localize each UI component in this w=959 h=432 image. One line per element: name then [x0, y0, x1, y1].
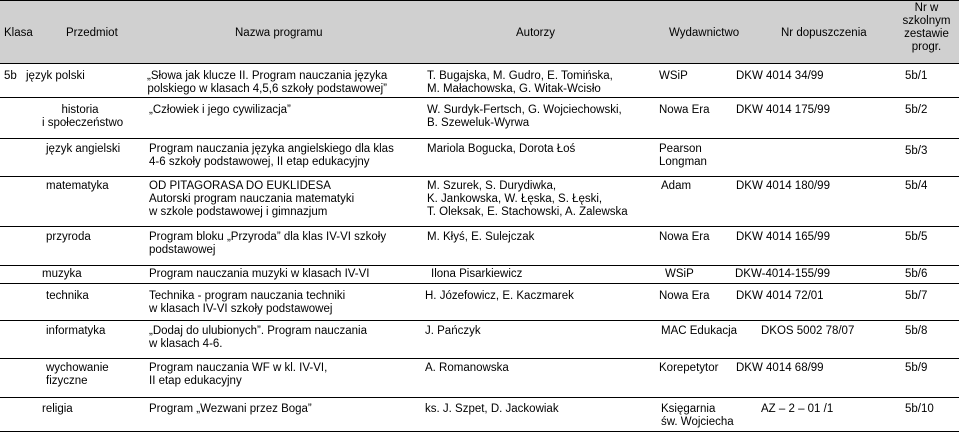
- cell-program: [149, 143, 394, 169]
- cell-wydawnictwo-line: Nowa Era: [659, 290, 710, 302]
- header-nr-w-line: szkolnym: [902, 15, 951, 27]
- cell-nr-w-zestawie: 5b/10: [905, 403, 934, 415]
- cell-autorzy: [425, 325, 481, 338]
- cell-przedmiot: [46, 180, 109, 193]
- cell-przedmiot: [42, 403, 73, 416]
- cell-nr-w-zestawie: 5b/5: [905, 231, 928, 243]
- cell-nr-w-zestawie: 5b/4: [905, 180, 928, 192]
- header-nr-w-line: zestawie: [904, 28, 949, 40]
- cell-wydawnictwo-line: WSiP: [665, 268, 694, 280]
- cell-nr-w-zestawie: 5b/9: [905, 362, 928, 374]
- cell-autorzy-line: M. Szurek, S. Durydiwka,: [427, 180, 557, 192]
- cell-nr-dopuszczenia: DKW 4014 175/99: [736, 104, 830, 116]
- cell-wydawnictwo-line: Korepetytor: [659, 362, 719, 374]
- cell-przedmiot-line: fizyczne: [46, 375, 88, 387]
- cell-wydawnictwo-line: św. Wojciecha: [661, 416, 734, 428]
- cell-autorzy-line: K. Jankowska, W. Łęska, S. Łęski,: [427, 193, 603, 205]
- cell-wydawnictwo-line: Longman: [659, 156, 707, 168]
- cell-nr-dopuszczenia: DKW 4014 180/99: [736, 180, 830, 192]
- cell-program-line: Autorski program nauczania matematyki: [149, 193, 355, 205]
- cell-przedmiot-line: przyroda: [46, 231, 91, 243]
- cell-program: [149, 104, 291, 117]
- row-divider: [0, 0, 959, 1]
- cell-autorzy-line: H. Józefowicz, E. Kaczmarek: [425, 290, 574, 302]
- cell-program: [149, 231, 386, 257]
- row-divider: [0, 138, 959, 139]
- cell-przedmiot-line: matematyka: [46, 180, 109, 192]
- cell-przedmiot: [46, 325, 105, 338]
- header-nr-w-zestawie: [894, 2, 959, 54]
- cell-przedmiot-line: historia: [61, 104, 99, 116]
- header-nazwa-programu: Nazwa programu: [235, 27, 323, 39]
- cell-program-line: Technika - program nauczania techniki: [149, 290, 346, 302]
- cell-program-line: OD PITAGORASA DO EUKLIDESA: [149, 180, 331, 192]
- cell-wydawnictwo: [659, 362, 718, 375]
- row-divider: [0, 358, 959, 359]
- cell-wydawnictwo: [659, 143, 707, 169]
- cell-nr-w-zestawie: 5b/3: [905, 145, 928, 157]
- cell-przedmiot: [26, 70, 85, 83]
- row-divider: [0, 283, 959, 284]
- cell-autorzy-line: Ilona Pisarkiewicz: [431, 268, 523, 280]
- cell-przedmiot-line: wychowanie: [46, 362, 109, 374]
- cell-program-line: 4-6 szkoły podstawowej, II etap edukacyjny: [149, 156, 370, 168]
- cell-wydawnictwo: [659, 290, 710, 303]
- cell-autorzy: [425, 362, 509, 375]
- cell-autorzy: [427, 104, 622, 130]
- cell-autorzy: [427, 70, 613, 96]
- cell-wydawnictwo-line: WSiP: [659, 70, 688, 82]
- row-divider: [0, 320, 959, 321]
- header-przedmiot: Przedmiot: [66, 27, 118, 39]
- cell-nr-w-zestawie: 5b/7: [905, 290, 928, 302]
- cell-nr-dopuszczenia: DKW 4014 165/99: [736, 231, 830, 243]
- cell-autorzy: [425, 290, 574, 303]
- cell-nr-dopuszczenia: DKOS 5002 78/07: [761, 325, 855, 337]
- cell-przedmiot-line: technika: [46, 290, 89, 302]
- cell-wydawnictwo: [661, 180, 691, 193]
- header-nr-w-line: Nr w: [914, 2, 939, 14]
- row-divider: [0, 176, 959, 177]
- cell-przedmiot: [46, 362, 109, 388]
- header-nr-w-line: progr.: [911, 41, 942, 53]
- cell-autorzy-line: J. Pańczyk: [425, 325, 481, 337]
- cell-program-line: Program nauczania muzyki w klasach IV-VI: [149, 268, 370, 280]
- cell-program: [149, 268, 370, 281]
- cell-program-line: Program nauczania języka angielskiego dla klas: [149, 143, 394, 155]
- cell-autorzy: [427, 180, 628, 219]
- cell-wydawnictwo: [659, 70, 688, 83]
- header-nr-dopuszczenia: Nr dopuszczenia: [781, 27, 867, 39]
- cell-przedmiot-line: i społeczeństwo: [42, 117, 124, 129]
- row-divider: [0, 97, 959, 98]
- cell-klasa: 5b: [4, 70, 17, 82]
- cell-autorzy-line: T. Oleksak, E. Stachowski, A. Zalewska: [427, 206, 628, 218]
- cell-wydawnictwo-line: Nowa Era: [659, 104, 710, 116]
- cell-przedmiot: [42, 268, 82, 281]
- cell-wydawnictwo: [659, 104, 710, 117]
- cell-przedmiot-line: religia: [42, 403, 73, 415]
- cell-wydawnictwo: [659, 231, 710, 244]
- cell-autorzy: [427, 231, 534, 244]
- cell-autorzy-line: T. Bugajska, M. Gudro, E. Tomińska,: [427, 70, 613, 82]
- cell-wydawnictwo: [661, 325, 737, 338]
- cell-nr-w-zestawie: 5b/8: [905, 325, 928, 337]
- cell-wydawnictwo: [665, 268, 694, 281]
- cell-nr-dopuszczenia: DKW-4014-155/99: [735, 268, 831, 280]
- cell-program: [147, 70, 387, 96]
- cell-nr-dopuszczenia: DKW 4014 34/99: [736, 70, 824, 82]
- row-divider: [0, 265, 959, 266]
- cell-program-line: w szkole podstawowej i gimnazjum: [149, 206, 328, 218]
- cell-autorzy: [425, 403, 559, 416]
- cell-program-line: Program „Wezwani przez Boga”: [149, 403, 312, 415]
- row-divider: [0, 63, 959, 64]
- cell-wydawnictwo: [661, 403, 734, 429]
- cell-wydawnictwo-line: Pearson: [659, 143, 702, 155]
- cell-program: [149, 180, 354, 219]
- cell-przedmiot-line: informatyka: [46, 325, 106, 337]
- header-wydawnictwo: Wydawnictwo: [669, 27, 740, 39]
- cell-autorzy: [431, 268, 522, 281]
- cell-program: [149, 362, 327, 388]
- cell-nr-w-zestawie: 5b/1: [905, 70, 928, 82]
- cell-wydawnictwo-line: Księgarnia: [661, 403, 716, 415]
- cell-wydawnictwo-line: Adam: [661, 180, 692, 192]
- cell-program-line: polskiego w klasach 4,5,6 szkoły podstawowej”: [147, 83, 388, 95]
- cell-nr-w-zestawie: 5b/2: [905, 104, 928, 116]
- cell-wydawnictwo-line: Nowa Era: [659, 231, 710, 243]
- cell-autorzy-line: W. Surdyk-Fertsch, G. Wojciechowski,: [427, 104, 622, 116]
- cell-program-line: „Słowa jak klucze II. Program nauczania języka: [147, 70, 388, 82]
- cell-nr-dopuszczenia: AZ – 2 – 01 /1: [761, 403, 834, 415]
- cell-autorzy-line: M. Małachowska, G. Witak-Wcisło: [427, 83, 601, 95]
- cell-nr-w-zestawie: 5b/6: [905, 268, 928, 280]
- header-klasa: Klasa: [4, 27, 33, 39]
- cell-program: [149, 325, 367, 351]
- cell-program-line: podstawowej: [149, 244, 216, 256]
- cell-program: [149, 403, 312, 416]
- cell-program-line: „Człowiek i jego cywilizacja”: [149, 104, 291, 116]
- cell-przedmiot: [46, 143, 120, 156]
- cell-wydawnictwo-line: MAC Edukacja: [661, 325, 738, 337]
- cell-program-line: II etap edukacyjny: [149, 375, 242, 387]
- cell-program-line: w klasach IV-VI szkoły podstawowej: [149, 303, 333, 315]
- cell-program-line: „Dodaj do ulubionych”. Program nauczania: [149, 325, 367, 337]
- cell-autorzy-line: ks. J. Szpet, D. Jackowiak: [425, 403, 559, 415]
- row-divider: [0, 397, 959, 398]
- cell-nr-dopuszczenia: DKW 4014 72/01: [736, 290, 824, 302]
- cell-program-line: Program nauczania WF w kl. IV-VI,: [149, 362, 328, 374]
- cell-program-line: w klasach 4-6.: [149, 338, 223, 350]
- cell-autorzy-line: Mariola Bogucka, Dorota Łoś: [427, 143, 576, 155]
- row-divider: [0, 226, 959, 227]
- cell-autorzy-line: M. Kłyś, E. Sulejczak: [427, 231, 535, 243]
- cell-autorzy-line: B. Szeweluk-Wyrwa: [427, 117, 530, 129]
- cell-autorzy-line: A. Romanowska: [425, 362, 509, 374]
- header-autorzy: Autorzy: [516, 27, 555, 39]
- cell-przedmiot-line: język angielski: [46, 143, 121, 155]
- cell-nr-dopuszczenia: DKW 4014 68/99: [736, 362, 824, 374]
- cell-przedmiot: [42, 104, 124, 130]
- cell-przedmiot: [46, 290, 89, 303]
- cell-autorzy: [427, 143, 575, 156]
- cell-przedmiot: [46, 231, 91, 244]
- cell-przedmiot-line: język polski: [26, 70, 85, 82]
- cell-program-line: Program bloku „Przyroda” dla klas IV-VI szkoły: [149, 231, 387, 243]
- cell-program: [149, 290, 345, 316]
- cell-przedmiot-line: muzyka: [42, 268, 82, 280]
